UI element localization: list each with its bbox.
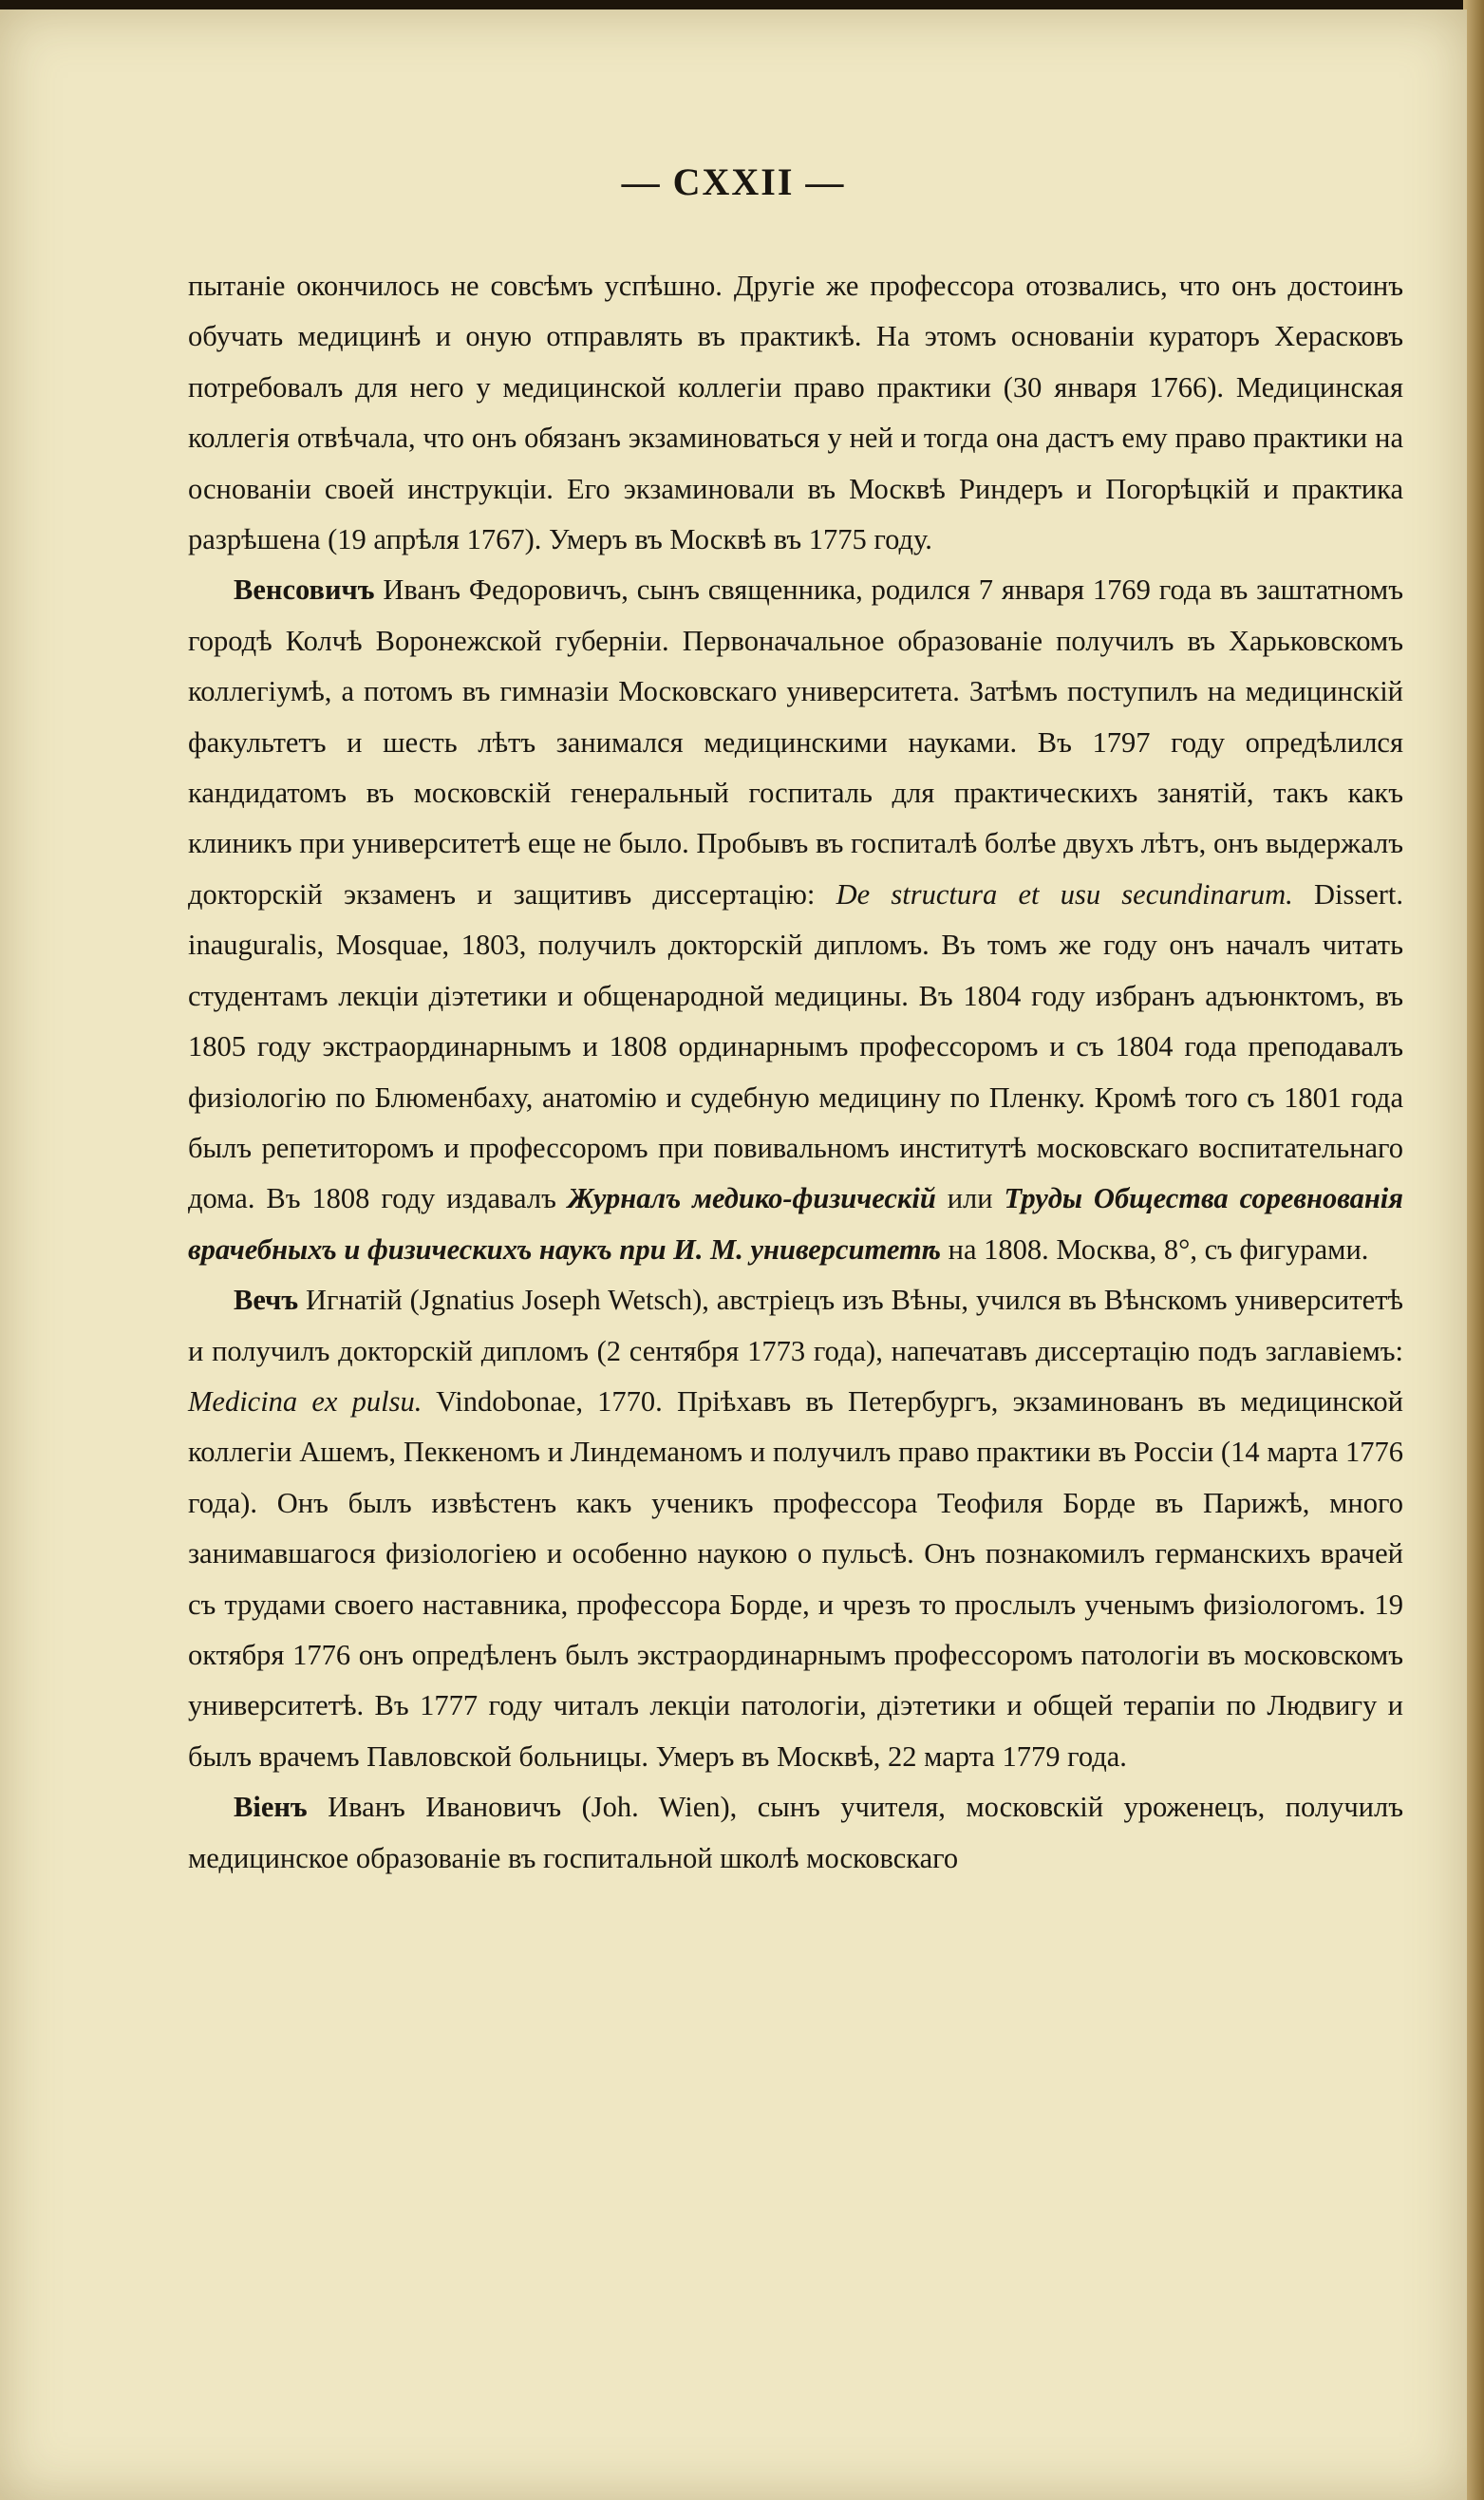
entry-text: Dissert. inauguralis, Mosquae, 1803, получилъ докторскій дипломъ. Въ томъ же году онъ началъ читать студентамъ лекціи діэтетики и общенародной медицины. Въ 1804 году избранъ адъюнктомъ, въ 1805 году экстраординарнымъ и 1808 ординарнымъ профессоромъ и съ 1804 года преподавалъ физіологію по Блюменбаху, анатомію и судебную медицину по Пленку. Кромѣ того съ 1801 года былъ репетиторомъ и профессоромъ при повивальномъ институтѣ московскаго воспитательнаго дома. Въ 1808 году издавалъ (188, 877, 1403, 1215)
page-header-number: — CXXII — (621, 160, 846, 203)
book-page (0, 9, 1467, 2500)
dissertation-title: Medicina ex pulsu. (188, 1384, 423, 1418)
journal-title-2: Труды Общества соревнованія врачебныхъ и физическихъ наукъ при И. М. университетѣ (188, 1182, 1403, 1266)
dissertation-title: De structura et usu secundinarum. (836, 877, 1293, 911)
entry-text: Иванъ Федоровичъ, сынъ священника, родился 7 января 1769 года въ заштатномъ городѣ Колчѣ Воронежской губерніи. Первоначальное образованіе получилъ въ Харьковскомъ коллегіумѣ, а потомъ въ гимназіи Московскаго университета. Затѣмъ поступилъ на медицинскій факультетъ и шесть лѣтъ занимался медицинскими науками. Въ 1797 году опредѣлился кандидатомъ въ московскій генеральный госпиталь для практическихъ занятій, такъ какъ клиникъ при университетѣ еще не было. Пробывъ въ госпиталѣ болѣе двухъ лѣтъ, онъ выдержалъ докторскій экзаменъ и защитивъ диссертацію: (188, 573, 1403, 911)
entry-name-vech: Вечъ (234, 1284, 299, 1317)
entry-text: на 1808. Москва, 8°, съ фигурами. (941, 1232, 1369, 1266)
entry-text: Vindobonae, 1770. Пріѣхавъ въ Петербургъ, экзаминованъ въ медицинской коллегіи Ашемъ, Пеккеномъ и Линдеманомъ и получилъ право практики въ Россіи (14 марта 1776 года). Онъ былъ извѣстенъ какъ ученикъ профессора Теофиля Борде въ Парижѣ, много занимавшагося физіологіею и особенно наукою о пульсѣ. Онъ познакомилъ германскихъ врачей съ трудами своего наставника, профессора Борде, и чрезъ то прослылъ ученымъ физіологомъ. 19 октября 1776 онъ опредѣленъ былъ экстраординарнымъ профессоромъ патологіи въ московскомъ университетѣ. Въ 1777 году читалъ лекціи патологіи, діэтетики и общей терапіи по Людвигу и былъ врачемъ Павловской больницы. Умеръ въ Москвѣ, 22 марта 1779 года. (188, 1384, 1403, 1773)
entry-vensovich (188, 565, 1403, 1275)
entry-name-vien: Віенъ (234, 1791, 308, 1824)
entry-name-vensovich: Венсовичъ (234, 573, 375, 607)
entry-vien (188, 1782, 1403, 1884)
paragraph-continuation: пытаніе окончилось не совсѣмъ успѣшно. Другіе же профессора отозвались, что онъ достоинъ обучать медицинѣ и оную отправлять въ практикѣ. На этомъ основаніи кураторъ Херасковъ потребовалъ для него у медицинской коллегіи право практики (30 января 1766). Медицинская коллегія отвѣчала, что онъ обязанъ экзаминоваться у ней и тогда она дастъ ему право практики на основаніи своей инструкціи. Его экзаминовали въ Москвѣ Риндеръ и Погорѣцкій и практика разрѣшена (19 апрѣля 1767). Умеръ въ Москвѣ въ 1775 году. (188, 270, 1403, 556)
entry-text: Иванъ Ивановичъ (Joh. Wien), сынъ учителя, московскій уроженецъ, получилъ медицинское образованіе въ госпитальной школѣ московскаго (188, 1791, 1403, 1874)
entry-text: Игнатій (Jgnatius Joseph Wetsch), австріецъ изъ Вѣны, учился въ Вѣнскомъ университетѣ и получилъ докторскій дипломъ (2 сентября 1773 года), напечатавъ диссертацію подъ заглавіемъ: (188, 1284, 1403, 1367)
page-body-text (188, 261, 1403, 1884)
journal-title: Журналъ медико-физическій (567, 1182, 936, 1215)
entry-vech (188, 1275, 1403, 1782)
entry-text: или (935, 1182, 1005, 1215)
